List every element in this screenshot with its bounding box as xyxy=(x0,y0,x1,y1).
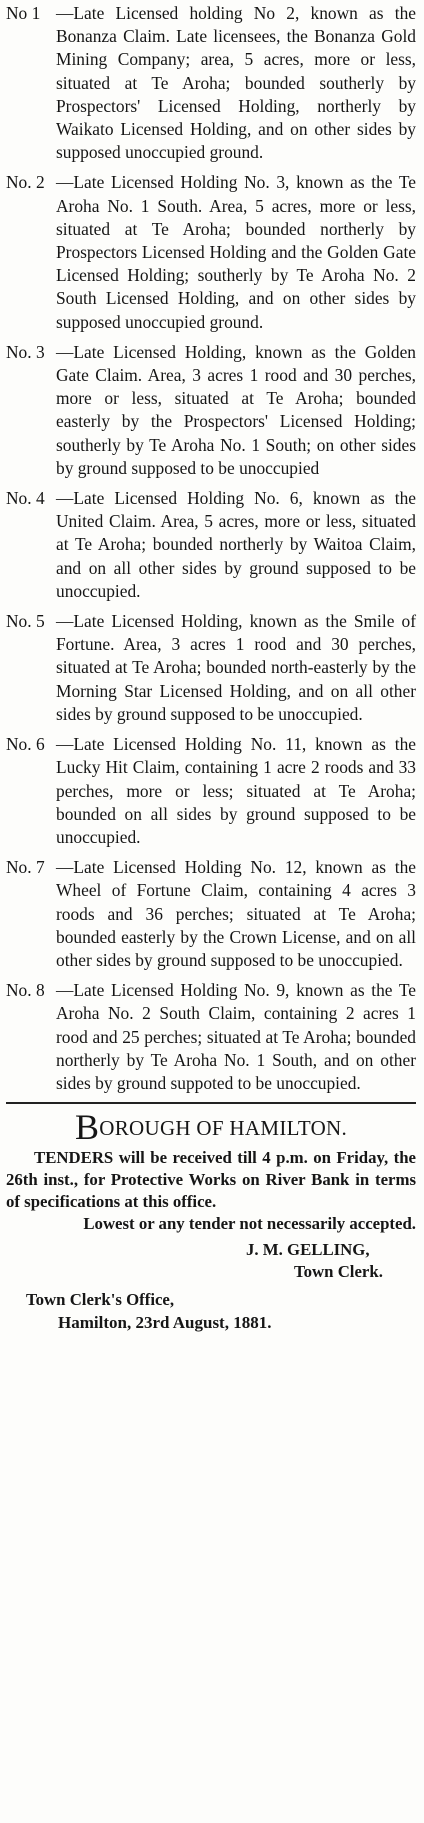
holding-entry-4 xyxy=(6,487,416,603)
holding-entry-1 xyxy=(6,2,416,164)
holding-entry-5 xyxy=(6,610,416,726)
entry-number: No. 5 xyxy=(6,611,45,632)
entry-number: No. 3 xyxy=(6,341,45,362)
holding-entry-8 xyxy=(6,979,416,1095)
entry-text: —Late Licensed Holding No. 12, known as the Wheel of Fortune Claim, containing 4 acres 3 roods and 36 perches; situated at Te Aroha; bounded easterly by the Crown License, and on all other sides by ground supposed to be unoccupied. xyxy=(56,857,416,970)
entry-text: —Late Licensed holding No 2, known as the Bonanza Claim. Late licensees, the Bonanza Gold Mining Company; area, 5 acres, more or less, situated at Te Aroha; bounded southerly by Prospectors' Licensed Holding, northerly by Waikato Licensed Holding, and on other sides by supposed unoccupied ground. xyxy=(56,3,416,163)
licensed-holdings-list xyxy=(6,2,416,1095)
entry-text: —Late Licensed Holding, known as the Golden Gate Claim. Area, 3 acres 1 rood and 30 perches, more or less, situated at Te Aroha; bounded easterly by the Prospectors' Licensed Holding; southerly by Te Aroha No. 1 South; on other sides by ground supposed to be unoccupied xyxy=(56,341,416,478)
notice-heading xyxy=(6,1107,416,1148)
signatory-title: Town Clerk. xyxy=(294,1262,383,1282)
entry-number: No 1 xyxy=(6,3,41,23)
signatory-name: J. M. GELLING, xyxy=(246,1240,370,1260)
heading-drop-initial: B xyxy=(74,1107,100,1148)
borough-notice xyxy=(6,1107,416,1334)
entry-text: —Late Licensed Holding, known as the Smile of Fortune. Area, 3 acres 1 rood and 30 perches, situated at Te Aroha; bounded north-easterly by the Morning Star Licensed Holding, and on all other sides by ground supposed to be unoccupied. xyxy=(56,611,416,724)
entry-text: —Late Licensed Holding No. 3, known as the Te Aroha No. 1 South. Area, 5 acres, more or less, situated at Te Aroha; bounded northerly by Prospectors Licensed Holding and the Golden Gate Licensed Holding; southerly by Te Aroha No. 2 South Licensed Holding, and on other sides by supposed unoccupied ground. xyxy=(56,172,416,332)
entry-number: No. 6 xyxy=(6,734,45,755)
entry-text: —Late Licensed Holding No. 6, known as the United Claim. Area, 5 acres, more or less, situated at Te Aroha; bounded northerly by Waitoa Claim, and on all other sides by ground supposed to be unoccupied. xyxy=(56,488,416,601)
tender-notice-text: TENDERS will be received till 4 p.m. on Friday, the 26th inst., for Protective Works on River Bank in terms of specifications at this office. xyxy=(6,1148,416,1212)
holding-entry-2 xyxy=(6,171,416,333)
entry-number: No. 8 xyxy=(6,980,45,1001)
lowest-tender-line: Lowest or any tender not necessarily accepted. xyxy=(83,1214,416,1234)
heading-text: OROUGH OF HAMILTON. xyxy=(99,1116,348,1141)
holding-entry-7 xyxy=(6,856,416,972)
entry-number: No. 2 xyxy=(6,172,45,193)
entry-text: —Late Licensed Holding No. 9, known as the Te Aroha No. 2 South Claim, containing 2 acres 1 rood and 25 perches; situated at Te Aroha; bounded northerly by Te Aroha No. 1 South, and on other sides by ground suppoted to be unoccupied. xyxy=(56,980,416,1093)
office-address: Town Clerk's Office, xyxy=(26,1290,175,1310)
holding-entry-6 xyxy=(6,733,416,849)
entry-number: No. 7 xyxy=(6,857,45,878)
section-divider xyxy=(6,1102,416,1104)
entry-number: No. 4 xyxy=(6,488,45,509)
entry-text: —Late Licensed Holding No. 11, known as the Lucky Hit Claim, containing 1 acre 2 roods and 33 perches, more or less; situated at Te Aroha; bounded on all sides by ground supposed to be unoccupied. xyxy=(56,734,416,847)
holding-entry-3 xyxy=(6,341,416,480)
notice-date: Hamilton, 23rd August, 1881. xyxy=(58,1313,272,1333)
